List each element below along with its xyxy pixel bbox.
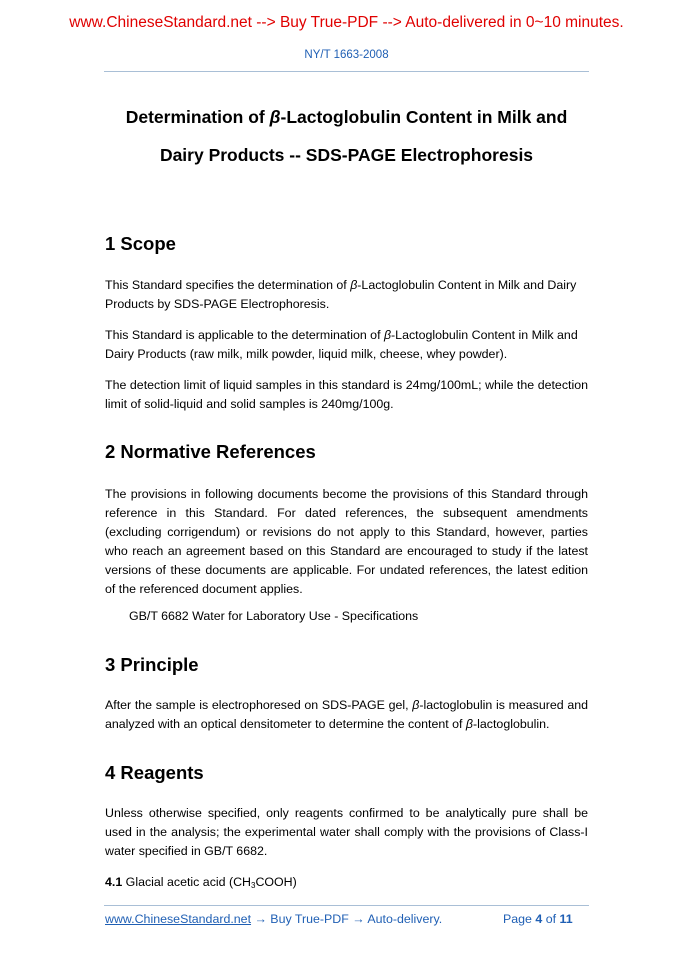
header-divider [104, 71, 589, 72]
reagents-paragraph: Unless otherwise specified, only reagents confirmed to be analytically pure shall be used in the analysis; the experimental water shall comply with the provisions of Class-I water specified in GB/T 6682. [105, 806, 588, 858]
section-heading-reagents: 4 Reagents [105, 762, 204, 783]
footer-site-link[interactable]: www.ChineseStandard.net [105, 912, 252, 926]
normative-paragraph: The provisions in following documents become the provisions of this Standard through reference in this Standard. For dated references, the subsequent amendments (excluding corrigendum) or revisions do not apply to this Standard, however, parties who reach an agreement based on this Standard are encouraged to study if the latest versions of these documents are applicable. For undated references, the latest edition of the referenced document applies. [105, 487, 588, 596]
section-heading-normative-references: 2 Normative References [105, 441, 316, 462]
principle-paragraph: After the sample is electrophoresed on SDS-PAGE gel, β-lactoglobulin is measured and analyzed with an optical densitometer to determine the content of β-lactoglobulin. [105, 698, 588, 731]
page-indicator: Page 4 of 11 [503, 912, 573, 926]
section-heading-principle: 3 Principle [105, 654, 199, 675]
scope-paragraph-2: This Standard is applicable to the determination of β-Lactoglobulin Content in Milk and Dairy Products (raw milk, milk powder, liquid milk, cheese, whey powder). [105, 328, 578, 361]
section-heading-scope: 1 Scope [105, 233, 176, 254]
current-page: 4 [535, 912, 543, 926]
promo-banner: www.ChineseStandard.net --> Buy True-PDF --> Auto-delivered in 0~10 minutes. [69, 14, 624, 31]
footer-divider [104, 905, 589, 906]
scope-paragraph-1: This Standard specifies the determination of β-Lactoglobulin Content in Milk and Dairy Products by SDS-PAGE Electrophoresis. [105, 278, 577, 311]
scope-paragraph-3: The detection limit of liquid samples in this standard is 24mg/100mL; while the detection limit of solid-liquid and solid samples is 240mg/100g. [105, 378, 588, 411]
document-number: NY/T 1663-2008 [304, 49, 389, 61]
document-title [60, 98, 633, 174]
footer-promo [105, 912, 442, 926]
total-pages: 11 [559, 912, 573, 926]
normative-reference-item: GB/T 6682 Water for Laboratory Use - Specifications [129, 609, 419, 623]
footer-promo-text: → Buy True-PDF → Auto-delivery. [251, 912, 443, 926]
title-line-2: Dairy Products -- SDS-PAGE Electrophoresis [159, 145, 534, 165]
reagent-item-4-1: 4.1 Glacial acetic acid $(CH_3COOH)$ [105, 875, 297, 890]
title-line-1: Determination of β-Lactoglobulin Content in Milk and [125, 107, 568, 127]
